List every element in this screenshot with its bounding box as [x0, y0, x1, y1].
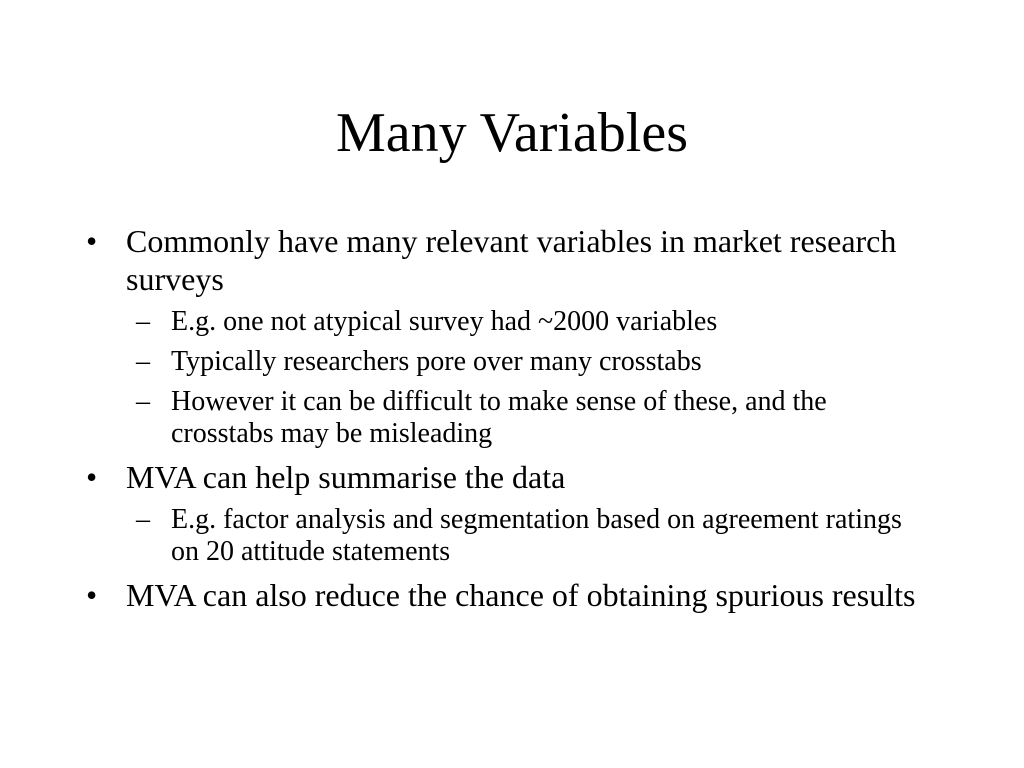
- dash-icon: –: [136, 306, 150, 337]
- slide-body: [86, 222, 936, 620]
- sub-bullet-item: [86, 386, 936, 450]
- dash-icon: –: [136, 386, 150, 417]
- bullet-text: MVA can help summarise the data: [126, 459, 566, 495]
- bullet-icon: •: [86, 223, 98, 259]
- bullet-item: [86, 576, 936, 614]
- sub-bullet-item: [86, 306, 936, 338]
- sub-bullet-text: Typically researchers pore over many crosstabs: [171, 346, 702, 377]
- sub-bullet-list: [86, 504, 936, 568]
- bullet-icon: •: [86, 577, 98, 613]
- sub-bullet-text: E.g. one not atypical survey had ~2000 variables: [171, 306, 718, 337]
- sub-bullet-text: E.g. factor analysis and segmentation based on agreement ratings on 20 attitude statements: [171, 504, 902, 567]
- bullet-text: MVA can also reduce the chance of obtaining spurious results: [126, 577, 916, 613]
- bullet-item: [86, 458, 936, 496]
- bullet-text: Commonly have many relevant variables in market research surveys: [126, 223, 897, 297]
- sub-bullet-item: [86, 346, 936, 378]
- slide-title: Many Variables: [336, 102, 688, 164]
- bullet-item: [86, 222, 936, 298]
- sub-bullet-item: [86, 504, 936, 568]
- sub-bullet-list: [86, 306, 936, 450]
- dash-icon: –: [136, 504, 150, 535]
- dash-icon: –: [136, 346, 150, 377]
- sub-bullet-text: However it can be difficult to make sense of these, and the crosstabs may be misleading: [171, 386, 827, 449]
- bullet-icon: •: [86, 459, 98, 495]
